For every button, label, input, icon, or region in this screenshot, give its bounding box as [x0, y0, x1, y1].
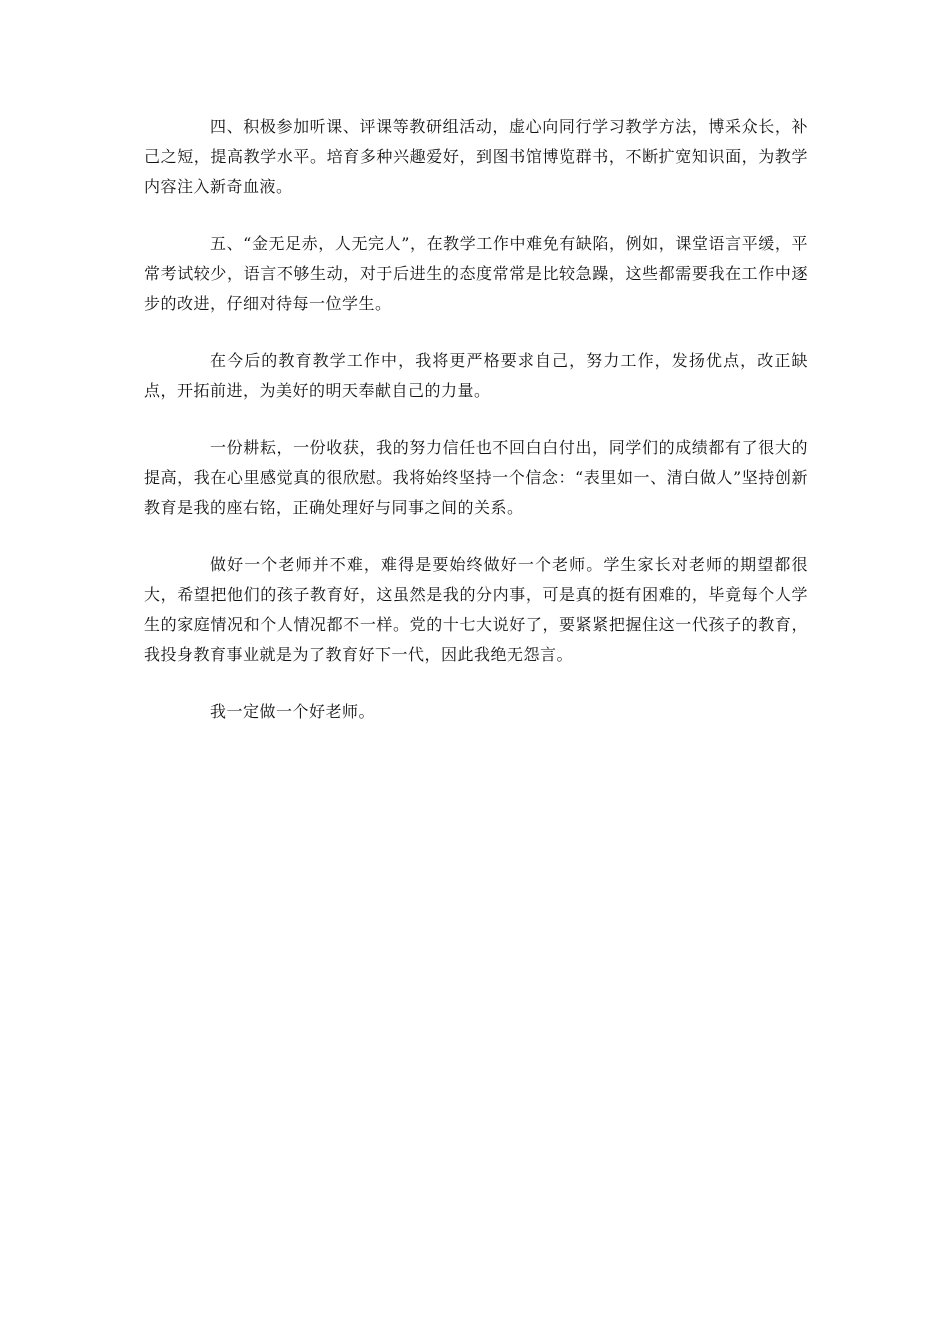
- paragraph-harvest: 一份耕耘，一份收获，我的努力信任也不回白白付出，同学们的成绩都有了很大的提高，我在心里感觉真的很欣慰。我将始终坚持一个信念：“表里如一、清白做人”坚持创新教育是我的座右铭，正确处理好与同事之间的关系。: [144, 438, 808, 517]
- paragraph-4: 四、积极参加听课、评课等教研组活动，虚心向同行学习教学方法，博采众长，补己之短，提高教学水平。培育多种兴趣爱好，到图书馆博览群书，不断扩宽知识面，为教学内容注入新奇血液。: [144, 117, 808, 196]
- paragraph-5: 五、“金无足赤，人无完人”，在教学工作中难免有缺陷，例如，课堂语言平缓，平常考试较少，语言不够生动，对于后进生的态度常常是比较急躁，这些都需要我在工作中逐步的改进，仔细对待每一位学生。: [144, 234, 808, 313]
- paragraph-good-teacher: 做好一个老师并不难，难得是要始终做好一个老师。学生家长对老师的期望都很大，希望把他们的孩子教育好，这虽然是我的分内事，可是真的挺有困难的，毕竟每个人学生的家庭情况和个人情况都不一样。党的十七大说好了，要紧紧把握住这一代孩子的教育，我投身教育事业就是为了教育好下一代，因此我绝无怨言。: [144, 555, 808, 664]
- paragraph-future-work: 在今后的教育教学工作中，我将更严格要求自己，努力工作，发扬优点，改正缺点，开拓前进，为美好的明天奉献自己的力量。: [144, 351, 808, 400]
- paragraph-closing: 我一定做一个好老师。: [210, 702, 376, 721]
- document-body: [144, 112, 808, 754]
